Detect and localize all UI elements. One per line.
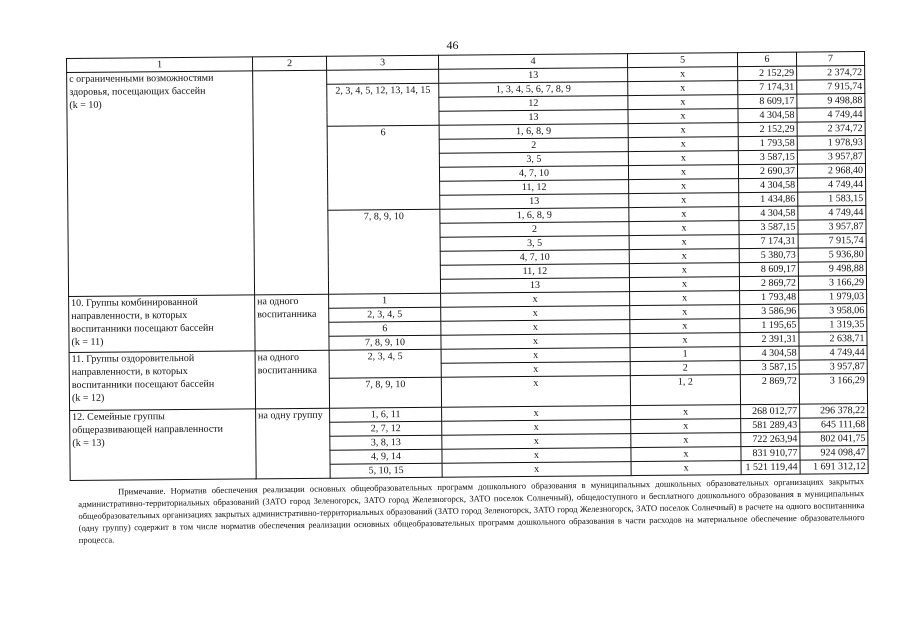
cell-col-5: 1, 2 <box>630 375 740 406</box>
cell-col-7: 7 915,74 <box>797 80 865 95</box>
cell-col-5: x <box>629 221 739 236</box>
cell-col-4: 13 <box>440 278 629 294</box>
cell-col-5: x <box>631 419 741 434</box>
cell-col-5: x <box>631 433 741 448</box>
cell-col-4: x <box>441 376 630 408</box>
cell-col-7: 9 498,88 <box>798 262 866 277</box>
norms-table <box>66 51 869 481</box>
cell-col-4: 13 <box>440 194 629 210</box>
cell-col-4: 2 <box>440 222 629 238</box>
cell-col-3: 4, 9, 14 <box>330 449 442 464</box>
cell-col-6: 7 174,31 <box>738 80 797 95</box>
cell-col-4: x <box>441 348 630 364</box>
cell-col-5: x <box>629 249 739 264</box>
cell-col-6: 2 869,72 <box>739 276 798 291</box>
cell-col-7: 924 098,47 <box>800 446 868 461</box>
cell-col-4: x <box>442 406 631 422</box>
cell-col-7: 3 957,87 <box>798 220 866 235</box>
footnote-text: Примечание. Норматив обеспечения реализации основных общеобразовательных программ дошкольного образования в муниципальных дошкольных образовательных организациях закрытых административно-территориальных образований (ЗАТО город Зеленогорск, ЗАТО город Железногорск, ЗАТО поселок Солнечный), общедоступного и бесплатного дошкольного образования в муниципальных общеобразовательных организациях закрытых административно-территориальных образований (ЗАТО город Зеленогорск, ЗАТО город Железногорск, ЗАТО поселок Солнечный) в расчете на одного воспитанника (одну группу) содержит в том числе норматив обеспечения реализации основных общеобразовательных программ дошкольного образования в части расходов на материальное обеспечение образовательного процесса. <box>78 476 865 545</box>
cell-col-7: 645 111,68 <box>800 418 868 433</box>
cell-col-3: 2, 3, 4, 5 <box>329 349 441 378</box>
cell-col-6: 2 152,29 <box>738 66 797 81</box>
cell-col-6: 2 391,31 <box>740 332 799 347</box>
cell-col-5: x <box>629 235 739 250</box>
cell-col-6: 268 012,77 <box>741 404 800 419</box>
cell-col-7: 3 166,29 <box>798 276 866 291</box>
group-description: 10. Группы комбинированной направленности, в которых воспитанники посещают бассейн (k = 11) <box>69 295 255 353</box>
cell-col-7: 4 749,44 <box>799 346 867 361</box>
cell-col-3: 6 <box>329 321 441 336</box>
unit-cell: на одного воспитанника <box>255 294 329 351</box>
cell-col-6: 1 793,48 <box>740 290 799 305</box>
cell-col-7: 4 749,44 <box>798 178 866 193</box>
header-col-4: 4 <box>438 54 627 70</box>
cell-col-5: x <box>630 291 740 306</box>
cell-col-7: 1 978,93 <box>797 136 865 151</box>
cell-col-4: x <box>441 292 630 308</box>
cell-col-6: 1 521 119,44 <box>741 460 800 475</box>
cell-col-7: 1 319,35 <box>799 318 867 333</box>
cell-col-6: 4 304,58 <box>739 178 798 193</box>
cell-col-5: x <box>628 165 738 180</box>
cell-col-3: 3, 8, 13 <box>330 435 442 450</box>
cell-col-5: x <box>630 305 740 320</box>
cell-col-4: x <box>442 420 631 436</box>
header-col-3: 3 <box>326 55 438 70</box>
header-col-6: 6 <box>737 52 796 67</box>
cell-col-4: 3, 5 <box>440 236 629 252</box>
table-wrapper <box>66 51 869 481</box>
cell-col-3: 1, 6, 11 <box>330 407 442 422</box>
cell-col-4: x <box>441 362 630 378</box>
cell-col-5: x <box>631 461 741 476</box>
cell-col-5: x <box>628 81 738 96</box>
cell-col-3: 2, 7, 12 <box>330 421 442 436</box>
cell-col-5: x <box>629 193 739 208</box>
cell-col-5: x <box>628 109 738 124</box>
cell-col-6: 1 434,86 <box>739 192 798 207</box>
cell-col-7: 3 166,29 <box>799 374 867 405</box>
header-col-7: 7 <box>796 52 864 67</box>
cell-col-3: 1 <box>329 293 441 308</box>
cell-col-4: 13 <box>439 68 628 84</box>
cell-col-6: 2 152,29 <box>738 122 797 137</box>
cell-col-6: 7 174,31 <box>739 234 798 249</box>
cell-col-7: 4 749,44 <box>797 108 865 123</box>
cell-col-7: 296 378,22 <box>800 404 868 419</box>
cell-col-4: 1, 6, 8, 9 <box>440 208 629 224</box>
unit-cell: на одну группу <box>256 408 331 479</box>
cell-col-6: 4 304,58 <box>738 108 797 123</box>
cell-col-4: 3, 5 <box>439 152 628 168</box>
cell-col-7: 2 374,72 <box>797 66 865 81</box>
cell-col-5: x <box>628 151 738 166</box>
cell-col-6: 4 304,58 <box>739 206 798 221</box>
table-body <box>67 66 869 481</box>
cell-col-5: x <box>630 333 740 348</box>
cell-col-3: 7, 8, 9, 10 <box>328 209 441 294</box>
cell-col-7: 5 936,80 <box>798 248 866 263</box>
cell-col-5: x <box>628 137 738 152</box>
cell-col-6: 2 690,37 <box>738 164 797 179</box>
cell-col-4: x <box>441 320 630 336</box>
cell-col-7: 3 958,06 <box>799 304 867 319</box>
header-col-2: 2 <box>252 56 326 71</box>
group-description: 12. Семейные группы общеразвивающей направленности (k = 13) <box>70 409 257 481</box>
cell-col-7: 2 638,71 <box>799 332 867 347</box>
cell-col-5: x <box>629 263 739 278</box>
cell-col-6: 8 609,17 <box>739 262 798 277</box>
header-col-1: 1 <box>67 57 253 73</box>
cell-col-7: 9 498,88 <box>797 94 865 109</box>
unit-cell: на одного воспитанника <box>255 350 330 409</box>
cell-col-7: 4 749,44 <box>798 206 866 221</box>
cell-col-3: 2, 3, 4, 5, 12, 13, 14, 15 <box>327 83 439 126</box>
cell-col-4: 12 <box>439 96 628 112</box>
cell-col-5: x <box>631 447 741 462</box>
cell-col-5: x <box>628 67 738 82</box>
cell-col-7: 2 374,72 <box>797 122 865 137</box>
cell-col-4: x <box>441 334 630 350</box>
header-col-5: 5 <box>627 53 737 68</box>
cell-col-7: 1 979,03 <box>799 290 867 305</box>
footnote <box>78 475 865 546</box>
cell-col-3 <box>327 69 439 84</box>
cell-col-6: 3 587,15 <box>739 220 798 235</box>
cell-col-3: 5, 10, 15 <box>330 463 442 478</box>
group-description: 11. Группы оздоровительной направленности, в которых воспитанники посещают бассейн (k = 12) <box>69 351 255 411</box>
cell-col-6: 3 587,15 <box>740 360 799 375</box>
cell-col-7: 1 691 312,12 <box>800 460 868 475</box>
cell-col-5: 2 <box>630 361 740 376</box>
cell-col-4: x <box>442 434 631 450</box>
cell-col-4: x <box>441 306 630 322</box>
cell-col-5: x <box>631 405 741 420</box>
cell-col-4: 11, 12 <box>440 264 629 280</box>
cell-col-4: 1, 3, 4, 5, 6, 7, 8, 9 <box>439 82 628 98</box>
cell-col-5: x <box>629 207 739 222</box>
cell-col-4: 4, 7, 10 <box>439 166 628 182</box>
cell-col-7: 1 583,15 <box>798 192 866 207</box>
cell-col-7: 7 915,74 <box>798 234 866 249</box>
cell-col-5: x <box>629 179 739 194</box>
cell-col-7: 3 957,87 <box>797 150 865 165</box>
cell-col-4: x <box>442 462 631 478</box>
cell-col-6: 1 793,58 <box>738 136 797 151</box>
cell-col-6: 5 380,73 <box>739 248 798 263</box>
cell-col-5: 1 <box>630 347 740 362</box>
cell-col-4: x <box>442 448 631 464</box>
cell-col-6: 8 609,17 <box>738 94 797 109</box>
cell-col-3: 2, 3, 4, 5 <box>329 307 441 322</box>
page-number: 46 <box>446 38 459 52</box>
cell-col-6: 581 289,43 <box>741 418 800 433</box>
cell-col-5: x <box>628 95 738 110</box>
cell-col-6: 2 869,72 <box>740 374 799 405</box>
cell-col-3: 6 <box>327 125 440 210</box>
cell-col-7: 802 041,75 <box>800 432 868 447</box>
cell-col-4: 1, 6, 8, 9 <box>439 124 628 140</box>
cell-col-6: 3 586,96 <box>740 304 799 319</box>
cell-col-6: 4 304,58 <box>740 346 799 361</box>
cell-col-3: 7, 8, 9, 10 <box>329 377 441 408</box>
cell-col-3: 7, 8, 9, 10 <box>329 335 441 350</box>
unit-cell <box>253 70 329 295</box>
group-description: с ограниченными возможностями здоровья, посещающих бассейн (k = 10) <box>67 71 255 297</box>
cell-col-5: x <box>629 277 739 292</box>
cell-col-5: x <box>628 123 738 138</box>
cell-col-4: 11, 12 <box>440 180 629 196</box>
cell-col-6: 722 263,94 <box>741 432 800 447</box>
cell-col-4: 4, 7, 10 <box>440 250 629 266</box>
cell-col-7: 3 957,87 <box>799 360 867 375</box>
cell-col-5: x <box>630 319 740 334</box>
cell-col-4: 2 <box>439 138 628 154</box>
cell-col-6: 1 195,65 <box>740 318 799 333</box>
cell-col-6: 3 587,15 <box>738 150 797 165</box>
cell-col-7: 2 968,40 <box>797 164 865 179</box>
cell-col-6: 831 910,77 <box>741 446 800 461</box>
cell-col-4: 13 <box>439 110 628 126</box>
